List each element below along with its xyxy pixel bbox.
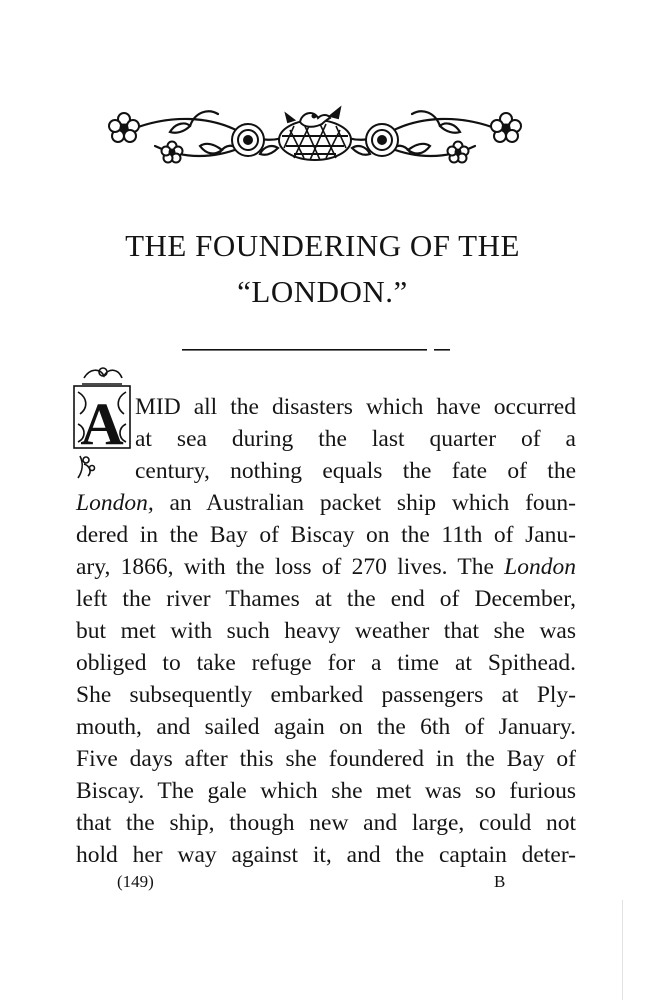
chapter-title-line1: THE FOUNDERING OF THE <box>125 228 520 263</box>
body-line-9: obliged to take refuge for a time at Spithead. <box>76 650 576 676</box>
body-line-7: left the river Thames at the end of December, <box>76 586 576 612</box>
body-line-11: mouth, and sailed again on the 6th of January. <box>76 714 576 740</box>
body-line-15: hold her way against it, and the captain deter- <box>76 842 576 868</box>
body-line-5: dered in the Bay of Biscay on the 11th of Janu- <box>76 522 576 548</box>
body-line-13: Biscay. The gale which she met was so furious <box>76 778 576 804</box>
body-line-8: but met with such heavy weather that she was <box>76 618 576 644</box>
body-line-4: London, an Australian packet ship which foun- <box>76 490 576 516</box>
floral-nest-ornament-icon <box>100 96 530 172</box>
title-rule-icon <box>182 348 452 352</box>
chapter-title-line2: “LONDON.” <box>237 274 408 309</box>
body-line-2: at sea during the last quarter of a <box>135 426 576 452</box>
body-line-12: Five days after this she foundered in the Bay of <box>76 746 576 772</box>
body-line-1: MID all the disasters which have occurred <box>135 394 576 420</box>
body-line-10: She subsequently embarked passengers at Ply- <box>76 682 576 708</box>
signature-mark: B <box>494 872 506 891</box>
body-line-3: century, nothing equals the fate of the <box>135 458 576 484</box>
body-line-14: that the ship, though new and large, could not <box>76 810 576 836</box>
page-number: (149) <box>117 872 154 891</box>
body-line-6: ary, 1866, with the loss of 270 lives. The London <box>76 554 576 580</box>
drop-cap-letter: A <box>80 391 124 457</box>
illuminated-initial-icon <box>70 364 132 484</box>
page-edge-shadow <box>622 900 623 1000</box>
